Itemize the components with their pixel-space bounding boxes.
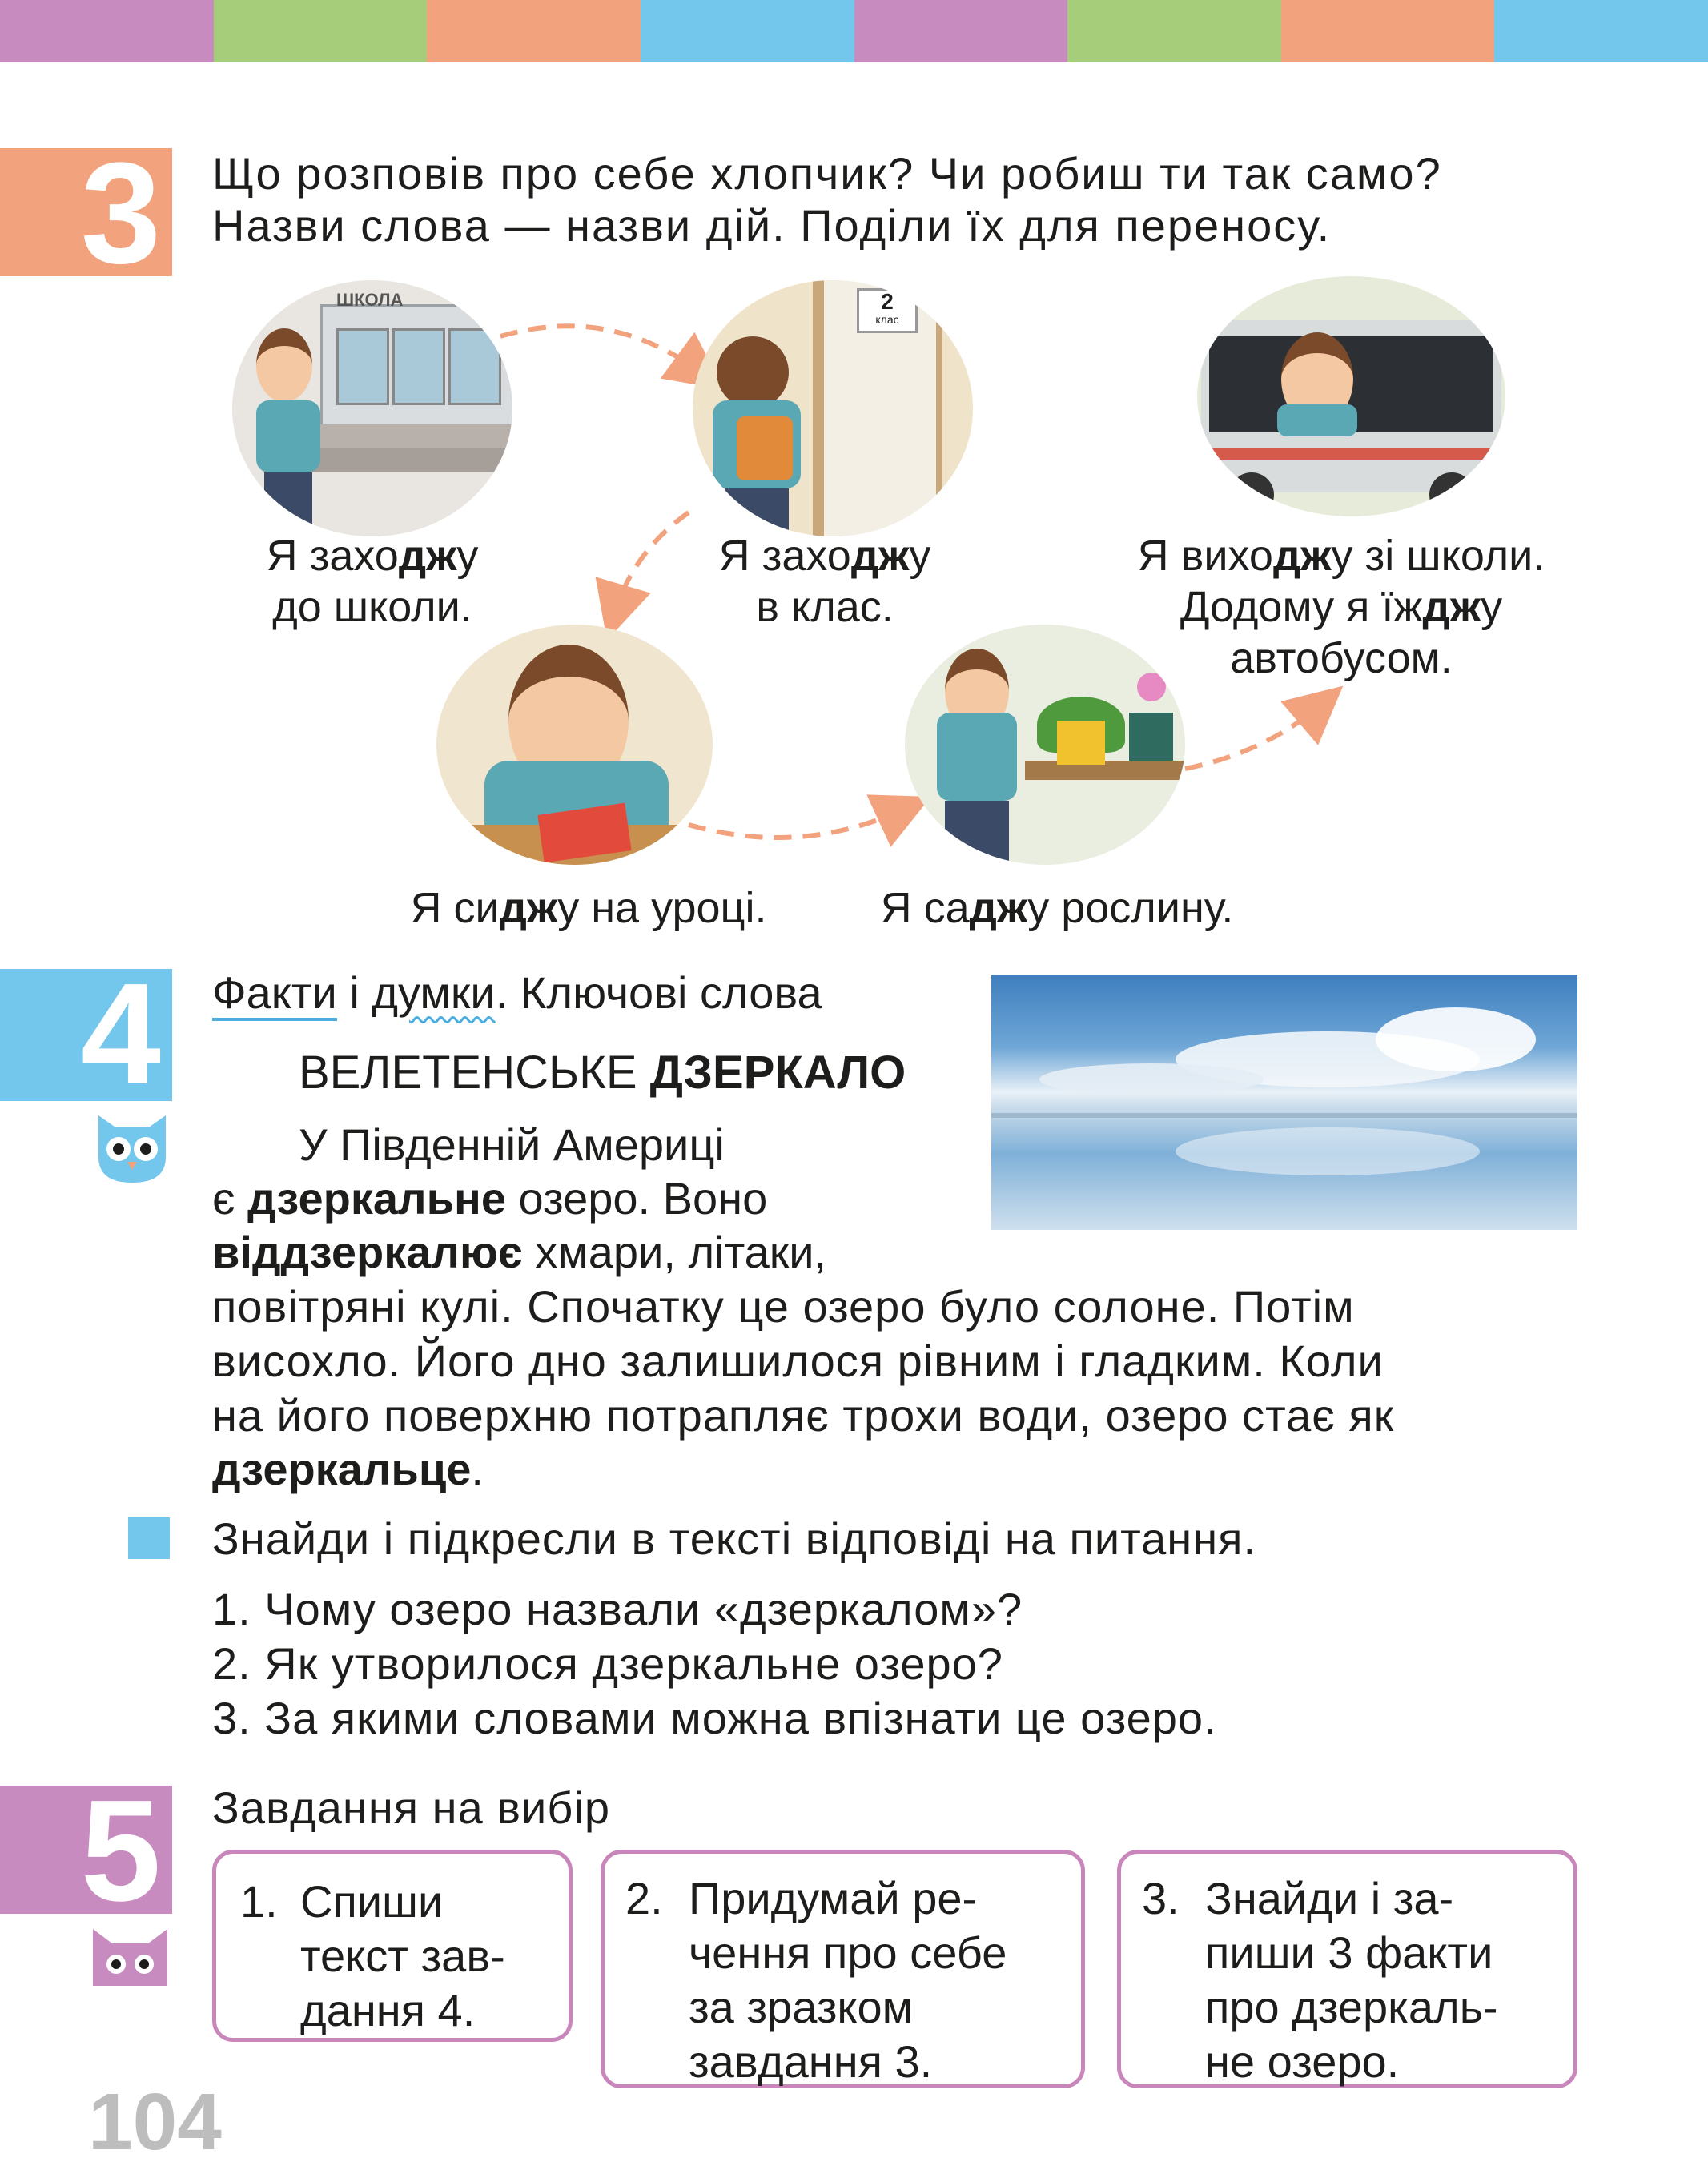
story-line-1: У Південній Америці [299, 1119, 725, 1170]
choice-option-3[interactable]: 3. Знайди і за- пиши 3 факти про дзеркаль- не озеро. [1117, 1850, 1577, 2088]
task-4-instruction: Знайди і підкресли в тексті відповіді на питання. [212, 1513, 1257, 1564]
question-2: 2. Як утворилося дзеркальне озеро? [212, 1638, 1003, 1689]
facts-underlined-word: Факти [212, 967, 337, 1021]
caption-4: Я сиджу на уроці. [410, 884, 767, 932]
illustration-boy-in-bus [1197, 276, 1505, 516]
school-sign: ШКОЛА [336, 290, 404, 310]
story-line-4: повітряні кулі. Спочатку це озеро було солоне. Потім [212, 1281, 1355, 1332]
question-1: 1. Чому озеро назвали «дзеркалом»? [212, 1584, 1023, 1634]
caption-5: Я саджу рослину. [880, 884, 1234, 932]
photo-mirror-lake [991, 975, 1577, 1230]
choice-option-2[interactable]: 2. Придумай ре- чення про себе за зразком завдання 3. [601, 1850, 1085, 2088]
task-4-number-tab [0, 954, 172, 1115]
arrow-1 [500, 326, 701, 372]
arrow-3 [689, 809, 905, 838]
instruction-square-marker [128, 1517, 170, 1559]
task-5-number-tab [0, 1770, 172, 1931]
illustration-boy-entering-class [693, 280, 973, 536]
task-5-heading: Завдання на вибір [212, 1782, 610, 1833]
class-sign-number: 2 [881, 289, 894, 314]
story-line-5: висохло. Його дно залишилося рівним і гладким. Коли [212, 1336, 1384, 1386]
thoughts-wavy-word: думки [372, 967, 496, 1018]
arrow-4 [1185, 705, 1321, 769]
illustration-boy-at-desk [436, 625, 713, 865]
boy-figure [717, 336, 789, 408]
story-line-6: на його поверхню потрапляє трохи води, озеро стає як [212, 1390, 1395, 1441]
choice-option-1[interactable]: 1. Спиши текст зав- дання 4. [212, 1850, 573, 2042]
caption-2: Я заходжу в клас. [718, 532, 931, 631]
task-3-question-line-1: Що розповів про себе хлопчик? Чи робиш ти так само? [212, 148, 1442, 199]
illustration-boy-entering-school [232, 280, 512, 536]
class-sign-word: клас [875, 313, 899, 326]
caption-1: Я заходжу до школи. [266, 532, 479, 631]
task-4-number: 4 [80, 954, 161, 1115]
question-3: 3. За якими словами можна впізнати це озеро. [212, 1693, 1217, 1743]
story-line-3: віддзеркалює хмари, літаки, [212, 1227, 827, 1277]
task-3-question-line-2: Назви слова — назви дій. Поділи їх для переносу. [212, 200, 1332, 251]
cat-icon [88, 1926, 172, 1986]
caption-3: Я виходжу зі школи. Додому я їжджу автобусом. [1137, 532, 1545, 682]
page-number: 104 [88, 2077, 222, 2167]
story-line-2: є дзеркальне озеро. Воно [212, 1173, 768, 1224]
task-3-number: 3 [80, 133, 161, 294]
story-line-7: дзеркальце. [212, 1444, 484, 1494]
story-title: ВЕЛЕТЕНСЬКЕ ДЗЕРКАЛО [299, 1047, 906, 1099]
task-4-heading: Факти і думки. Ключові слова [212, 967, 822, 1019]
task-5-number: 5 [80, 1770, 161, 1931]
arrow-2 [615, 512, 689, 613]
owl-icon [92, 1109, 172, 1185]
boy-figure [256, 328, 312, 402]
